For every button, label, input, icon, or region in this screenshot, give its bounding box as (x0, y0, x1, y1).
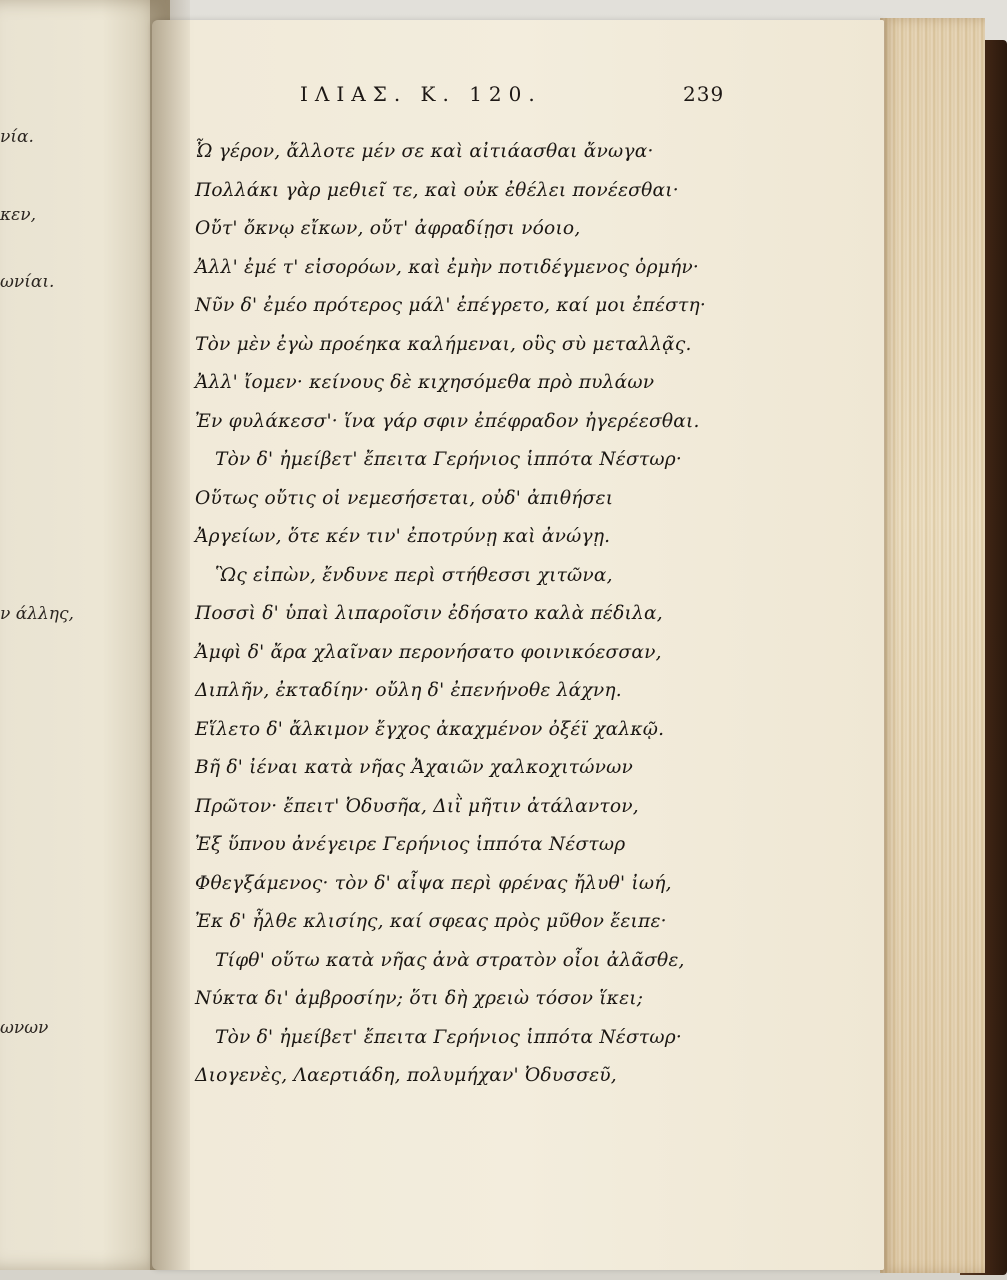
left-page-line: ωνίαι. (0, 272, 55, 292)
verse-line: Τὸν μὲν ἐγὼ προέηκα καλήμεναι, οὓς σὺ μεταλλᾷς. (195, 333, 692, 355)
verse-line: Ποσσὶ δ' ὑπαὶ λιπαροῖσιν ἐδήσατο καλὰ πέδιλα, (195, 603, 663, 624)
verse-line: Τὸν δ' ἠμείβετ' ἔπειτα Γερήνιος ἱππότα Νέστωρ· (215, 1026, 682, 1048)
left-page-line: ωνων (0, 1018, 49, 1038)
left-page-line (0, 420, 5, 440)
verse-line: Διογενὲς, Λαερτιάδη, πολυμήχαν' Ὀδυσσεῦ, (195, 1065, 617, 1086)
verse-line: Ἀλλ' ἐμέ τ' εἰσορόων, καὶ ἐμὴν ποτιδέγμενος ὁρμήν· (195, 256, 699, 278)
left-page-line (0, 340, 5, 360)
verse-line: Φθεγξάμενος· τὸν δ' αἶψα περὶ φρένας ἤλυθ' ἰωή, (195, 872, 672, 894)
left-page-line: νία. (0, 127, 34, 147)
verse-line: Πολλάκι γὰρ μεθιεῖ τε, καὶ οὐκ ἐθέλει πονέεσθαι· (195, 179, 679, 201)
left-page-line (0, 700, 5, 720)
verse-line: Εἵλετο δ' ἄλκιμον ἔγχος ἀκαχμένον ὀξέϊ χαλκῷ. (195, 718, 665, 740)
page-block-edges (880, 18, 985, 1273)
verse-line: Ἐν φυλάκεσσ'· ἵνα γάρ σφιν ἐπέφραδον ἠγερέεσθαι. (195, 410, 700, 432)
left-page-line (0, 760, 5, 780)
verse-line: Τίφθ' οὕτω κατὰ νῆας ἀνὰ στρατὸν οἶοι ἀλᾶσθε, (215, 949, 685, 971)
verse-line: Τὸν δ' ἠμείβετ' ἔπειτα Γερήνιος ἱππότα Νέστωρ· (215, 449, 682, 470)
book-gutter-shadow (150, 0, 190, 1270)
left-page-line (0, 820, 5, 840)
verse-line: Πρῶτον· ἔπειτ' Ὀδυσῆα, Διῒ μῆτιν ἀτάλαντον, (195, 795, 639, 817)
verse-line: Ἀλλ' ἴομεν· κείνους δὲ κιχησόμεθα πρὸ πυλάων (195, 372, 655, 393)
page-number: 239 (683, 82, 725, 106)
verse-line: Ἐκ δ' ἦλθε κλισίης, καί σφεας πρὸς μῦθον ἔειπε· (195, 911, 667, 932)
verse-line: Ἀργείων, ὅτε κέν τιν' ἐποτρύνῃ καὶ ἀνώγῃ. (195, 526, 611, 547)
left-page-line: κεν, (0, 205, 37, 225)
left-page (0, 0, 170, 1270)
verse-line: Ἀμφὶ δ' ἄρα χλαῖναν περονήσατο φοινικόεσσαν, (195, 641, 662, 663)
left-page-line: ν άλλης, (0, 604, 74, 624)
running-head-title: ΙΛΙΑΣ. Κ. 120. (300, 82, 542, 106)
verse-line: Νύκτα δι' ἀμβροσίην; ὅτι δὴ χρειὼ τόσον ἵκει; (195, 988, 644, 1009)
verse-line: Οὔτ' ὄκνῳ εἴκων, οὔτ' ἀφραδίῃσι νόοιο, (195, 218, 581, 239)
verse-line: Βῆ δ' ἰέναι κατὰ νῆας Ἀχαιῶν χαλκοχιτώνων (195, 757, 633, 778)
left-page-line (0, 900, 5, 920)
verse-line: Διπλῆν, ἐκταδίην· οὔλη δ' ἐπενήνοθε λάχνη. (195, 680, 622, 701)
verse-line: Νῦν δ' ἐμέο πρότερος μάλ' ἐπέγρετο, καί μοι ἐπέστη· (195, 295, 706, 316)
verse-line: Ὣς εἰπὼν, ἔνδυνε περὶ στήθεσσι χιτῶνα, (215, 564, 613, 586)
left-page-line (0, 380, 5, 400)
running-head (0, 82, 1007, 122)
verse-line: Ἐξ ὕπνου ἀνέγειρε Γερήνιος ἱππότα Νέστωρ (195, 834, 626, 855)
verse-line: Ὦ γέρον, ἄλλοτε μέν σε καὶ αἰτιάασθαι ἄνωγα· (195, 141, 654, 162)
verse-line: Οὕτως οὔτις οἱ νεμεσήσεται, οὐδ' ἀπιθήσει (195, 487, 614, 509)
verse-block (195, 133, 715, 1096)
